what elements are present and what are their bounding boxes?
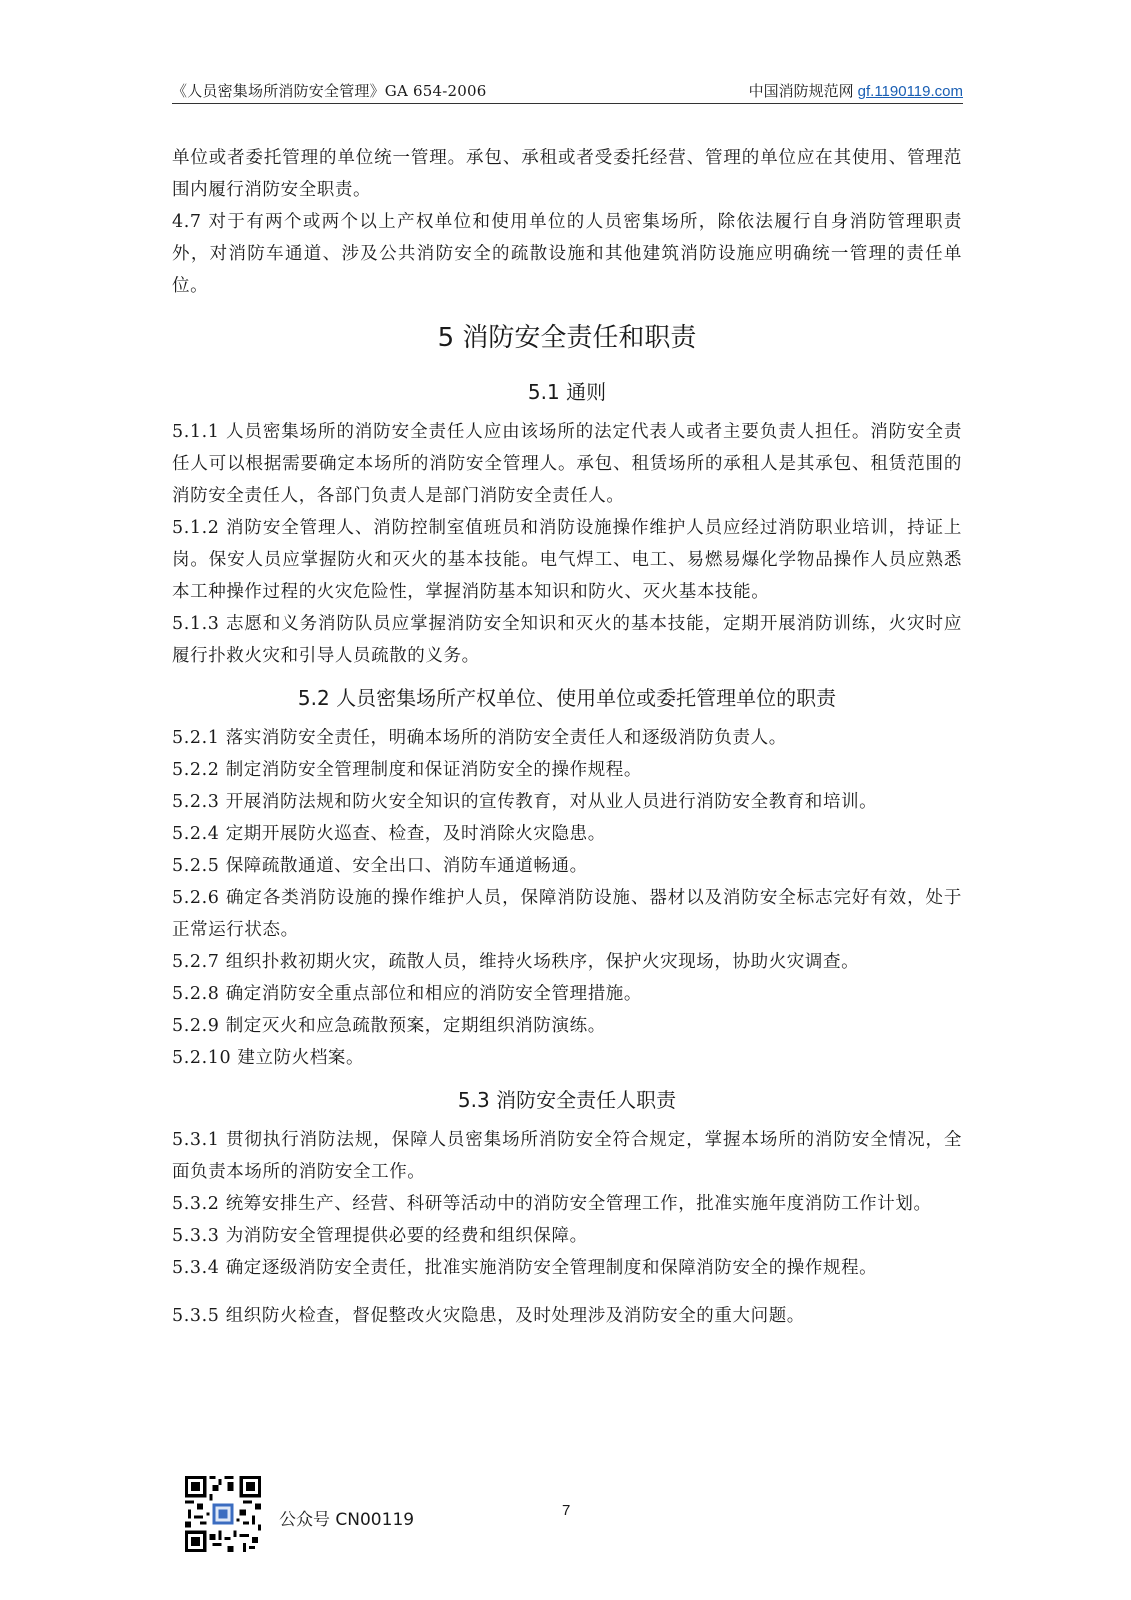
- paragraph-5-2-6: 5.2.6 确定各类消防设施的操作维护人员，保障消防设施、器材以及消防安全标志完好有效，处于正常运行状态。: [172, 888, 962, 940]
- paragraph-5-2-4: 5.2.4 定期开展防火巡查、检查，及时消除火灾隐患。: [172, 824, 606, 844]
- paragraph-5-2-10: 5.2.10 建立防火档案。: [172, 1048, 365, 1068]
- paragraph-intro: 单位或者委托管理的单位统一管理。承包、承租或者受委托经营、管理的单位应在其使用、管理范围内履行消防安全职责。: [172, 148, 962, 200]
- header-divider: [172, 103, 963, 104]
- section-heading-5-1: 5.1 通则: [527, 380, 607, 404]
- paragraph-5-3-4: 5.3.4 确定逐级消防安全责任，批准实施消防安全管理制度和保障消防安全的操作规程。: [172, 1258, 878, 1278]
- paragraph-5-2-9: 5.2.9 制定灭火和应急疏散预案，定期组织消防演练。: [172, 1016, 606, 1036]
- site-url-link[interactable]: gf.1190119.com: [857, 83, 963, 100]
- paragraph-5-1-3: 5.1.3 志愿和义务消防队员应掌握消防安全知识和灭火的基本技能，定期开展消防训练，火灾时应履行扑救火灾和引导人员疏散的义务。: [172, 614, 962, 666]
- paragraph-5-3-3: 5.3.3 为消防安全管理提供必要的经费和组织保障。: [172, 1226, 588, 1246]
- paragraph-5-2-8: 5.2.8 确定消防安全重点部位和相应的消防安全管理措施。: [172, 984, 642, 1004]
- document-title: 《人员密集场所消防安全管理》GA 654-2006: [172, 82, 487, 100]
- section-heading-5-3: 5.3 消防安全责任人职责: [457, 1088, 677, 1112]
- paragraph-4-7: 4.7 对于有两个或两个以上产权单位和使用单位的人员密集场所，除依法履行自身消防管理职责外，对消防车通道、涉及公共消防安全的疏散设施和其他建筑消防设施应明确统一管理的责任单位。: [172, 212, 962, 296]
- page-header: [172, 78, 963, 104]
- paragraph-5-2-1: 5.2.1 落实消防安全责任，明确本场所的消防安全责任人和逐级消防负责人。: [172, 728, 787, 748]
- paragraph-5-3-5: 5.3.5 组织防火检查，督促整改火灾隐患，及时处理涉及消防安全的重大问题。: [172, 1306, 805, 1326]
- paragraph-5-2-2: 5.2.2 制定消防安全管理制度和保证消防安全的操作规程。: [172, 760, 642, 780]
- paragraph-5-2-5: 5.2.5 保障疏散通道、安全出口、消防车通道畅通。: [172, 856, 588, 876]
- chapter-heading-5: 5 消防安全责任和职责: [437, 323, 697, 353]
- paragraph-gap: [172, 1284, 962, 1300]
- site-name: 中国消防规范网: [748, 82, 854, 100]
- paragraph-5-1-2: 5.1.2 消防安全管理人、消防控制室值班员和消防设施操作维护人员应经过消防职业培训，持证上岗。保安人员应掌握防火和灭火的基本技能。电气焊工、电工、易燃易爆化学物品操作人员应熟悉本工种操作过程的火灾危险性，掌握消防基本知识和防火、灭火基本技能。: [172, 518, 962, 602]
- section-heading-5-2: 5.2 人员密集场所产权单位、使用单位或委托管理单位的职责: [297, 686, 837, 710]
- page-number: 7: [562, 1502, 571, 1519]
- wechat-account-label: 公众号 CN00119: [279, 1510, 415, 1530]
- document-body: [172, 142, 962, 1332]
- site-credit: [749, 80, 963, 101]
- paragraph-5-2-7: 5.2.7 组织扑救初期火灾，疏散人员，维持火场秩序，保护火灾现场，协助火灾调查。: [172, 952, 860, 972]
- paragraph-5-1-1: 5.1.1 人员密集场所的消防安全责任人应由该场所的法定代表人或者主要负责人担任。消防安全责任人可以根据需要确定本场所的消防安全管理人。承包、租赁场所的承租人是其承包、租赁范围的消防安全责任人，各部门负责人是部门消防安全责任人。: [172, 422, 962, 506]
- paragraph-5-3-1: 5.3.1 贯彻执行消防法规，保障人员密集场所消防安全符合规定，掌握本场所的消防安全情况，全面负责本场所的消防安全工作。: [172, 1130, 962, 1182]
- paragraph-5-2-3: 5.2.3 开展消防法规和防火安全知识的宣传教育，对从业人员进行消防安全教育和培训。: [172, 792, 878, 812]
- paragraph-5-3-2: 5.3.2 统筹安排生产、经营、科研等活动中的消防安全管理工作，批准实施年度消防工作计划。: [172, 1194, 932, 1214]
- qr-code-icon: [185, 1476, 261, 1552]
